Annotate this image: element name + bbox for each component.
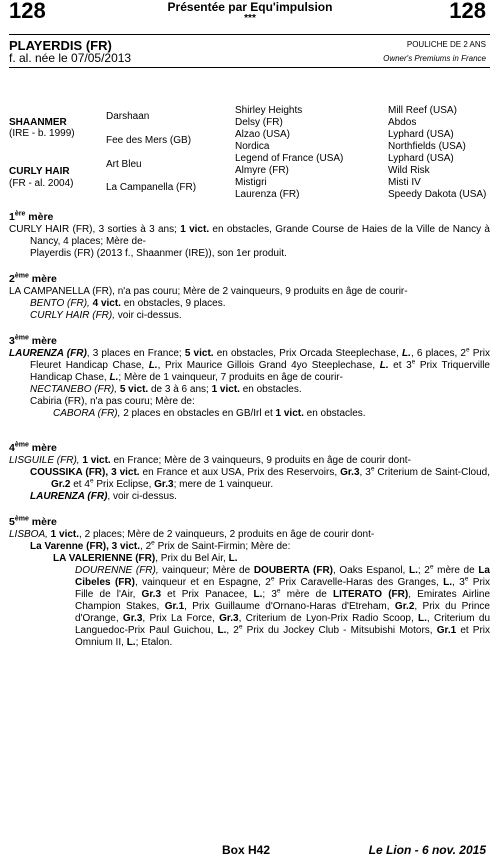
name-divider xyxy=(9,67,490,68)
pedigree-g4: Wild Risk xyxy=(388,165,430,176)
pedigree-g4: Lyphard (USA) xyxy=(388,129,454,140)
dam-paragraph: LISBOA, 1 vict., 2 places; Mère de 2 vainqueurs, 2 produits en âge de courir dont- xyxy=(9,529,375,540)
consignor-title: Présentée par Equ'impulsion xyxy=(167,0,333,14)
lot-number-left: 128 xyxy=(9,0,46,23)
pedigree-g3: Alzao (USA) xyxy=(235,129,291,140)
horse-name: PLAYERDIS (FR) xyxy=(9,38,112,53)
pedigree-g3: Nordica xyxy=(235,141,270,152)
offspring-line: LA VALERIENNE (FR), Prix du Bel Air, L. xyxy=(53,553,238,564)
header-divider xyxy=(9,34,490,35)
pedigree-g4: Abdos xyxy=(388,117,417,128)
offspring-line: BENTO (FR), 4 vict. en obstacles, 9 places. xyxy=(30,298,226,309)
box-number: Box H42 xyxy=(222,843,271,857)
pedigree-g4: Speedy Dakota (USA) xyxy=(388,189,487,200)
pedigree-g2: Darshaan xyxy=(106,111,150,122)
section-fifth-dam xyxy=(9,516,490,649)
page-footer xyxy=(0,843,500,857)
offspring-line: NECTANEBO (FR), 5 vict. de 3 à 6 ans; 1 vict. en obstacles. xyxy=(30,384,302,395)
section-heading: 4ème mère xyxy=(9,441,57,454)
dam-paragraph: LAURENZA (FR), 3 places en France; 5 vict. en obstacles, Prix Orcada Steeplechase, L., 6 places, 2e Prix Fleuret Handicap Chase, L., Prix Maurice Gillois Grand 4yo Steeplechase, L. et 3e Prix Triquerville Handicap Chase, L.; Mère de 1 vainqueur, 7 produits en âge de courir- xyxy=(9,346,491,383)
horse-birth: f. al. née le 07/05/2013 xyxy=(9,51,132,65)
horse-sex-age: POULICHE DE 2 ANS xyxy=(406,40,486,49)
offspring-line: COUSSIKA (FR), 3 vict. en France et aux USA, Prix des Reservoirs, Gr.3, 3e Criterium de Saint-Cloud, Gr.2 et 4e Prix Eclipse, Gr.3; mere de 1 vainqueur. xyxy=(30,465,490,490)
pedigree-g2: La Campanella (FR) xyxy=(106,182,197,193)
pedigree-g3: Legend of France (USA) xyxy=(235,153,344,164)
page-header xyxy=(0,0,500,34)
pedigree-sire-info: (IRE - b. 1999) xyxy=(9,128,75,139)
sale-place-date: Le Lion - 6 nov. 2015 xyxy=(368,843,486,857)
pedigree-sire: SHAANMER xyxy=(9,117,67,128)
offspring-line: DOURENNE (FR), vainqueur; Mère de DOUBERTA (FR), Oaks Espanol, L.; 2e mère de La Cibeles (FR), vainqueur et en Espagne, 2e Prix Caravelle-Haras des Granges, L., 3e Prix Fille de l'Air, Gr.3 et Prix Panacee, L.; 3e mère de LITERATO (FR), Emirates Airline Champion Stakes, Gr.1, Prix Guillaume d'Ornano-Haras d'Etreham, Gr.2, Prix du Prince d'Orange, Gr.3, Prix La Force, Gr.3, Criterium de Lyon-Prix Radio Scoop, L., Criterium du Languedoc-Prix Paul Guichou, L., 2e Prix du Jockey Club - Mitsubishi Motors, Gr.1 et Prix Omnium II, L.; Etalon. xyxy=(75,563,491,648)
pedigree-g4: Misti IV xyxy=(388,177,421,188)
pedigree-g3: Mistigri xyxy=(235,177,267,188)
section-heading: 1ère mère xyxy=(9,210,54,223)
offspring-line: CURLY HAIR (FR), voir ci-dessus. xyxy=(30,310,182,321)
offspring-line: CABORA (FR), 2 places en obstacles en GB/Irl et 1 vict. en obstacles. xyxy=(53,408,366,419)
offspring-line: LAURENZA (FR), voir ci-dessus. xyxy=(30,491,177,502)
pedigree-g3: Laurenza (FR) xyxy=(235,189,300,200)
dam-paragraph: LA CAMPANELLA (FR), n'a pas couru; Mère de 2 vainqueurs, 9 produits en âge de courir- xyxy=(9,286,408,297)
lot-number-right: 128 xyxy=(449,0,486,23)
pedigree-g2: Fee des Mers (GB) xyxy=(106,135,192,146)
section-fourth-dam xyxy=(9,442,490,503)
pedigree-g2: Art Bleu xyxy=(106,159,142,170)
pedigree-g3: Almyre (FR) xyxy=(235,165,289,176)
pedigree-dam: CURLY HAIR xyxy=(9,166,70,177)
pedigree-g4: Lyphard (USA) xyxy=(388,153,454,164)
dam-paragraph: LISGUILE (FR), 1 vict. en France; Mère de 3 vainqueurs, 9 produits en âge de courir dont- xyxy=(9,455,411,466)
offspring-line: Cabiria (FR), n'a pas couru; Mère de: xyxy=(30,396,195,407)
pedigree-g3: Shirley Heights xyxy=(235,105,303,116)
consignor-stars: *** xyxy=(244,13,256,24)
section-heading: 3ème mère xyxy=(9,334,57,347)
pedigree-g3: Delsy (FR) xyxy=(235,117,283,128)
section-third-dam xyxy=(9,335,490,420)
pedigree-g4: Northfields (USA) xyxy=(388,141,466,152)
offspring-line: Playerdis (FR) (2013 f., Shaanmer (IRE)), son 1er produit. xyxy=(30,248,287,259)
section-heading: 2ème mère xyxy=(9,272,57,285)
section-heading: 5ème mère xyxy=(9,515,57,528)
section-second-dam xyxy=(9,273,490,322)
dam-paragraph: CURLY HAIR (FR), 3 sorties à 3 ans; 1 vict. en obstacles, Grande Course de Haies de la Ville de Nancy à Nancy, 4 places; Mère de- xyxy=(9,224,490,247)
pedigree-g4: Mill Reef (USA) xyxy=(388,105,457,116)
pedigree-dam-info: (FR - al. 2004) xyxy=(9,178,74,189)
section-first-dam xyxy=(9,211,490,260)
offspring-line: La Varenne (FR), 3 vict., 2e Prix de Saint-Firmin; Mère de: xyxy=(30,539,291,552)
owner-premiums: Owner's Premiums in France xyxy=(383,54,486,63)
